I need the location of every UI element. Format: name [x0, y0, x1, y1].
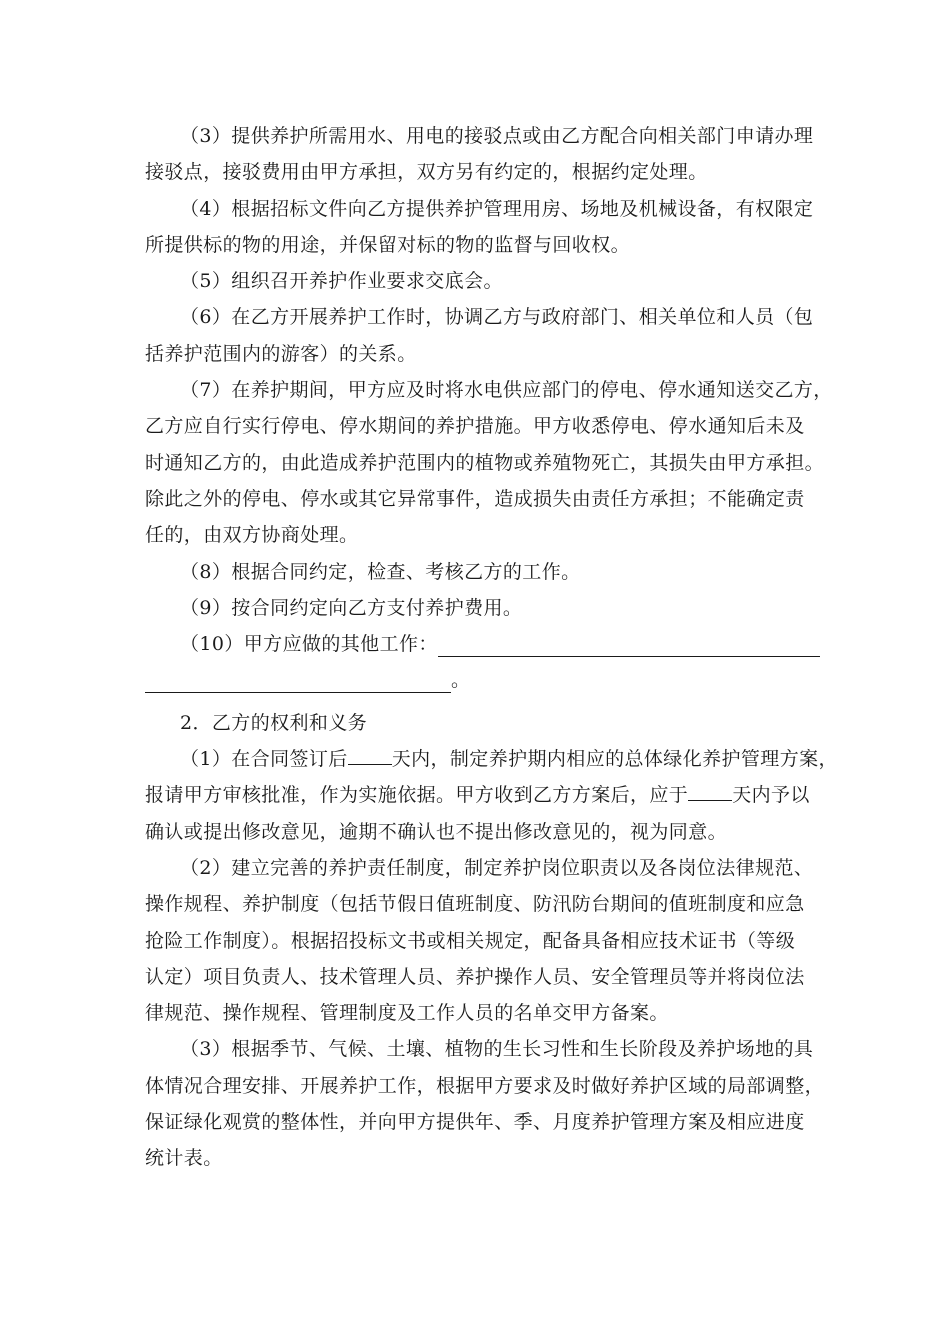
text-segment: 天内，制定养护期内相应的总体绿化养护管理方案，: [391, 748, 838, 771]
days-blank-field-2[interactable]: [688, 778, 732, 801]
paragraph-line: 操作规程、养护制度（包括节假日值班制度、防汛防台期间的值班制度和应急: [145, 893, 805, 916]
paragraph-line: （5）组织召开养护作业要求交底会。: [180, 270, 503, 293]
other-work-blank-field-2[interactable]: [145, 670, 451, 693]
paragraph-line: 确认或提出修改意见，逾期不确认也不提出修改意见的，视为同意。: [145, 820, 728, 843]
text-segment: （1）在合同签订后: [180, 748, 348, 771]
paragraph-line: 所提供标的物的用途，并保留对标的物的监督与回收权。: [145, 233, 631, 256]
paragraph-line: 抢险工作制度）。根据招投标文书或相关规定，配备具备相应技术证书（等级: [145, 929, 796, 952]
other-work-blank-field[interactable]: [438, 634, 820, 657]
paragraph-line: 律规范、操作规程、管理制度及工作人员的名单交甲方备案。: [145, 1002, 669, 1025]
paragraph-line: （8）根据合同约定，检查、考核乙方的工作。: [180, 560, 581, 583]
days-blank-field[interactable]: [348, 742, 392, 765]
paragraph-line: 乙方应自行实行停电、停水期间的养护措施。甲方收悉停电、停水通知后未及: [145, 415, 805, 438]
other-work-line: [145, 626, 805, 662]
other-work-continuation-line: [145, 662, 805, 698]
paragraph-line: （2）建立完善的养护责任制度，制定养护岗位职责以及各岗位法律规范、: [180, 856, 814, 879]
paragraph-line: 接驳点，接驳费用由甲方承担，双方另有约定的，根据约定处理。: [145, 161, 708, 184]
paragraph-line: （9）按合同约定向乙方支付养护费用。: [180, 596, 523, 619]
document-page: [145, 118, 838, 1177]
paragraph-line: 保证绿化观赏的整体性，并向甲方提供年、季、月度养护管理方案及相应进度: [145, 1111, 805, 1134]
text-segment: 报请甲方审核批准，作为实施依据。甲方收到乙方方案后，应于: [145, 784, 689, 807]
paragraph-line: （4）根据招标文件向乙方提供养护管理用房、场地及机械设备，有权限定: [180, 197, 814, 220]
paragraph-line: （7）在养护期间，甲方应及时将水电供应部门的停电、停水通知送交乙方，: [180, 379, 833, 402]
line-end-period: 。: [451, 669, 471, 692]
paragraph-line: [145, 777, 810, 813]
paragraph-line: （6）在乙方开展养护工作时，协调乙方与政府部门、相关单位和人员（包: [180, 306, 814, 329]
text-segment: 天内予以: [732, 784, 810, 807]
paragraph-line: （3）提供养护所需用水、用电的接驳点或由乙方配合向相关部门申请办理: [180, 125, 814, 147]
paragraph-line: 体情况合理安排、开展养护工作，根据甲方要求及时做好养护区域的局部调整，: [145, 1074, 825, 1097]
paragraph-line: （3）根据季节、气候、土壤、植物的生长习性和生长阶段及养护场地的具: [180, 1038, 814, 1061]
paragraph-line: 括养护范围内的游客）的关系。: [145, 342, 417, 365]
paragraph-line: 除此之外的停电、停水或其它异常事件，造成损失由责任方承担；不能确定责: [145, 487, 805, 510]
other-work-label: （10）甲方应做的其他工作：: [180, 633, 438, 656]
paragraph-line: [145, 741, 838, 777]
paragraph-line: 任的，由双方协商处理。: [145, 524, 359, 547]
paragraph-line: 时通知乙方的，由此造成养护范围内的植物或养殖物死亡，其损失由甲方承担。: [145, 451, 825, 474]
paragraph-line: 统计表。: [145, 1147, 223, 1170]
section-heading: 2．乙方的权利和义务: [180, 711, 368, 734]
paragraph-line: 认定）项目负责人、技术管理人员、养护操作人员、安全管理员等并将岗位法: [145, 965, 805, 988]
